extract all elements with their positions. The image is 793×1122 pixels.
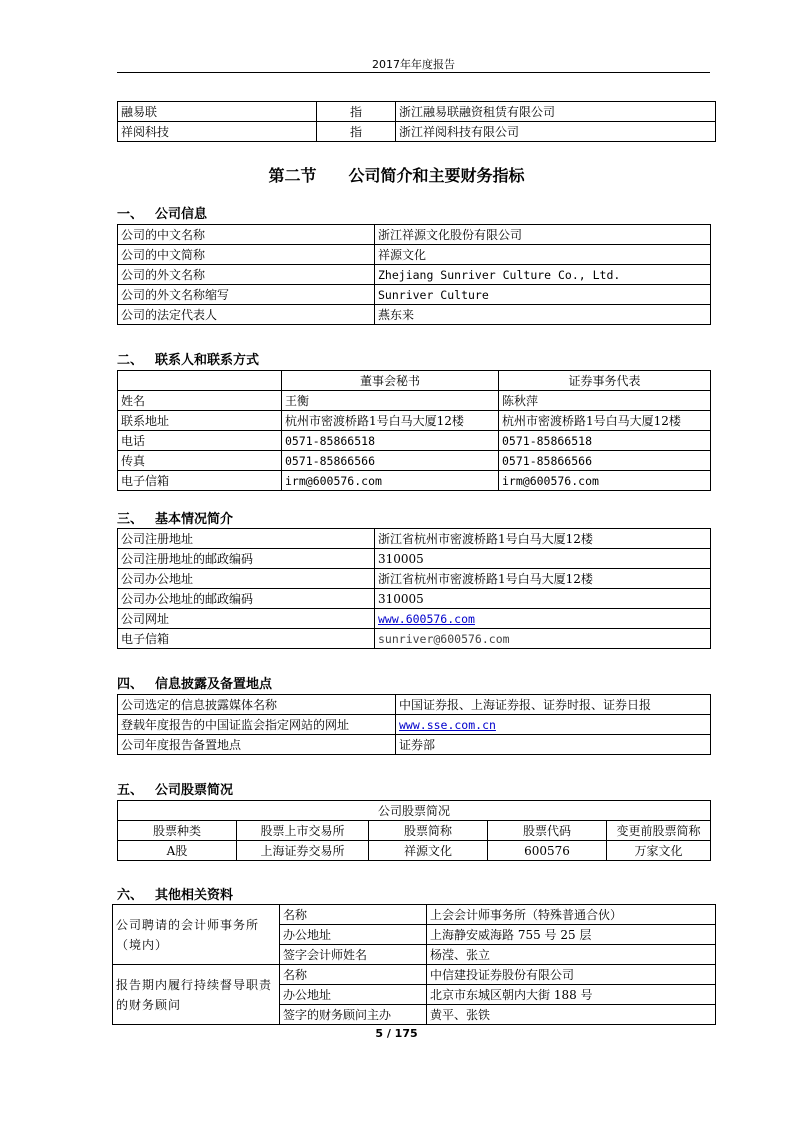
table-row: 签字的财务顾问主办 黄平、张铁 bbox=[113, 1005, 716, 1025]
glossary-table bbox=[117, 101, 716, 142]
field-value: Zhejiang Sunriver Culture Co., Ltd. bbox=[375, 265, 711, 285]
term-def: 浙江融易联融资租赁有限公司 bbox=[396, 102, 716, 122]
report-header: 2017年年度报告 bbox=[372, 58, 455, 71]
table-row: 公司办公地址的邮政编码 310005 bbox=[118, 589, 711, 609]
term-def: 浙江祥阅科技有限公司 bbox=[396, 122, 716, 142]
heading-contacts: 二、 联系人和联系方式 bbox=[117, 353, 260, 368]
heading-company-info: 一、 公司信息 bbox=[117, 207, 208, 222]
field-value: 燕东来 bbox=[375, 305, 711, 325]
table-caption: 公司股票简况 bbox=[118, 801, 711, 821]
field-value: Sunriver Culture bbox=[375, 285, 711, 305]
section-title: 第二节 公司简介和主要财务指标 bbox=[268, 166, 525, 185]
field-label: 公司的法定代表人 bbox=[118, 305, 375, 325]
table-row bbox=[118, 821, 711, 841]
table-row bbox=[118, 305, 711, 325]
field-value: 祥源文化 bbox=[375, 245, 711, 265]
table-row bbox=[118, 225, 711, 245]
table-row: 公司注册地址 浙江省杭州市密渡桥路1号白马大厦12楼 bbox=[118, 529, 711, 549]
basic-info-table bbox=[117, 528, 711, 649]
heading-other: 六、 其他相关资料 bbox=[117, 888, 234, 903]
col-header: 股票代码 bbox=[488, 821, 607, 841]
heading-stock: 五、 公司股票简况 bbox=[117, 783, 234, 798]
table-row: 电子信箱 irm@600576.com irm@600576.com bbox=[118, 471, 711, 491]
disclosure-table bbox=[117, 694, 711, 755]
table-row: 登载年度报告的中国证监会指定网站的网址 www.sse.com.cn bbox=[118, 715, 711, 735]
table-row bbox=[118, 245, 711, 265]
group-label: 报告期内履行持续督导职责的财务顾问 bbox=[113, 965, 280, 1025]
term-sep: 指 bbox=[317, 122, 396, 142]
table-row bbox=[118, 801, 711, 821]
col-header: 股票种类 bbox=[118, 821, 237, 841]
table-row: 签字会计师姓名 杨滢、张立 bbox=[113, 945, 716, 965]
table-row: 公司网址 www.600576.com bbox=[118, 609, 711, 629]
term-sep: 指 bbox=[317, 102, 396, 122]
table-row: A股 上海证券交易所 祥源文化 600576 万家文化 bbox=[118, 841, 711, 861]
table-row bbox=[118, 371, 711, 391]
col-header: 股票上市交易所 bbox=[237, 821, 369, 841]
stock-table bbox=[117, 800, 711, 861]
table-row: 办公地址 北京市东城区朝内大街 188 号 bbox=[113, 985, 716, 1005]
table-row: 公司办公地址 浙江省杭州市密渡桥路1号白马大厦12楼 bbox=[118, 569, 711, 589]
table-row bbox=[118, 122, 716, 142]
col-header: 股票简称 bbox=[369, 821, 488, 841]
header-divider bbox=[117, 72, 710, 73]
field-label: 公司的外文名称缩写 bbox=[118, 285, 375, 305]
contacts-table bbox=[117, 370, 711, 491]
other-info-table bbox=[112, 904, 716, 1025]
table-row: 电子信箱 sunriver@600576.com bbox=[118, 629, 711, 649]
table-row: 办公地址 上海静安威海路 755 号 25 层 bbox=[113, 925, 716, 945]
table-row: 公司聘请的会计师事务所（境内） 名称 上会会计师事务所（特殊普通合伙） bbox=[113, 905, 716, 925]
term: 祥阅科技 bbox=[118, 122, 317, 142]
field-value: 浙江祥源文化股份有限公司 bbox=[375, 225, 711, 245]
table-row: 姓名 王衡 陈秋萍 bbox=[118, 391, 711, 411]
table-row bbox=[118, 265, 711, 285]
table-row: 公司选定的信息披露媒体名称 中国证券报、上海证券报、证券时报、证券日报 bbox=[118, 695, 711, 715]
col-header: 证券事务代表 bbox=[499, 371, 711, 391]
table-row bbox=[118, 102, 716, 122]
table-row: 联系地址 杭州市密渡桥路1号白马大厦12楼 杭州市密渡桥路1号白马大厦12楼 bbox=[118, 411, 711, 431]
heading-disclosure: 四、 信息披露及备置地点 bbox=[117, 677, 273, 692]
field-label: 公司的中文名称 bbox=[118, 225, 375, 245]
field-label: 公司的外文名称 bbox=[118, 265, 375, 285]
table-row: 公司注册地址的邮政编码 310005 bbox=[118, 549, 711, 569]
table-row bbox=[118, 285, 711, 305]
table-row: 电话 0571-85866518 0571-85866518 bbox=[118, 431, 711, 451]
table-row: 公司年度报告备置地点 证券部 bbox=[118, 735, 711, 755]
term: 融易联 bbox=[118, 102, 317, 122]
col-header: 董事会秘书 bbox=[282, 371, 499, 391]
page-number: 5 / 175 bbox=[375, 1027, 418, 1040]
sse-website-link[interactable]: www.sse.com.cn bbox=[399, 717, 496, 732]
company-info-table bbox=[117, 224, 711, 325]
heading-basic-info: 三、 基本情况简介 bbox=[117, 512, 234, 527]
table-row: 报告期内履行持续督导职责的财务顾问 名称 中信建投证券股份有限公司 bbox=[113, 965, 716, 985]
table-row: 传真 0571-85866566 0571-85866566 bbox=[118, 451, 711, 471]
field-label: 公司的中文简称 bbox=[118, 245, 375, 265]
group-label: 公司聘请的会计师事务所（境内） bbox=[113, 905, 280, 965]
company-website-link[interactable]: www.600576.com bbox=[378, 611, 475, 626]
col-header: 变更前股票简称 bbox=[607, 821, 711, 841]
